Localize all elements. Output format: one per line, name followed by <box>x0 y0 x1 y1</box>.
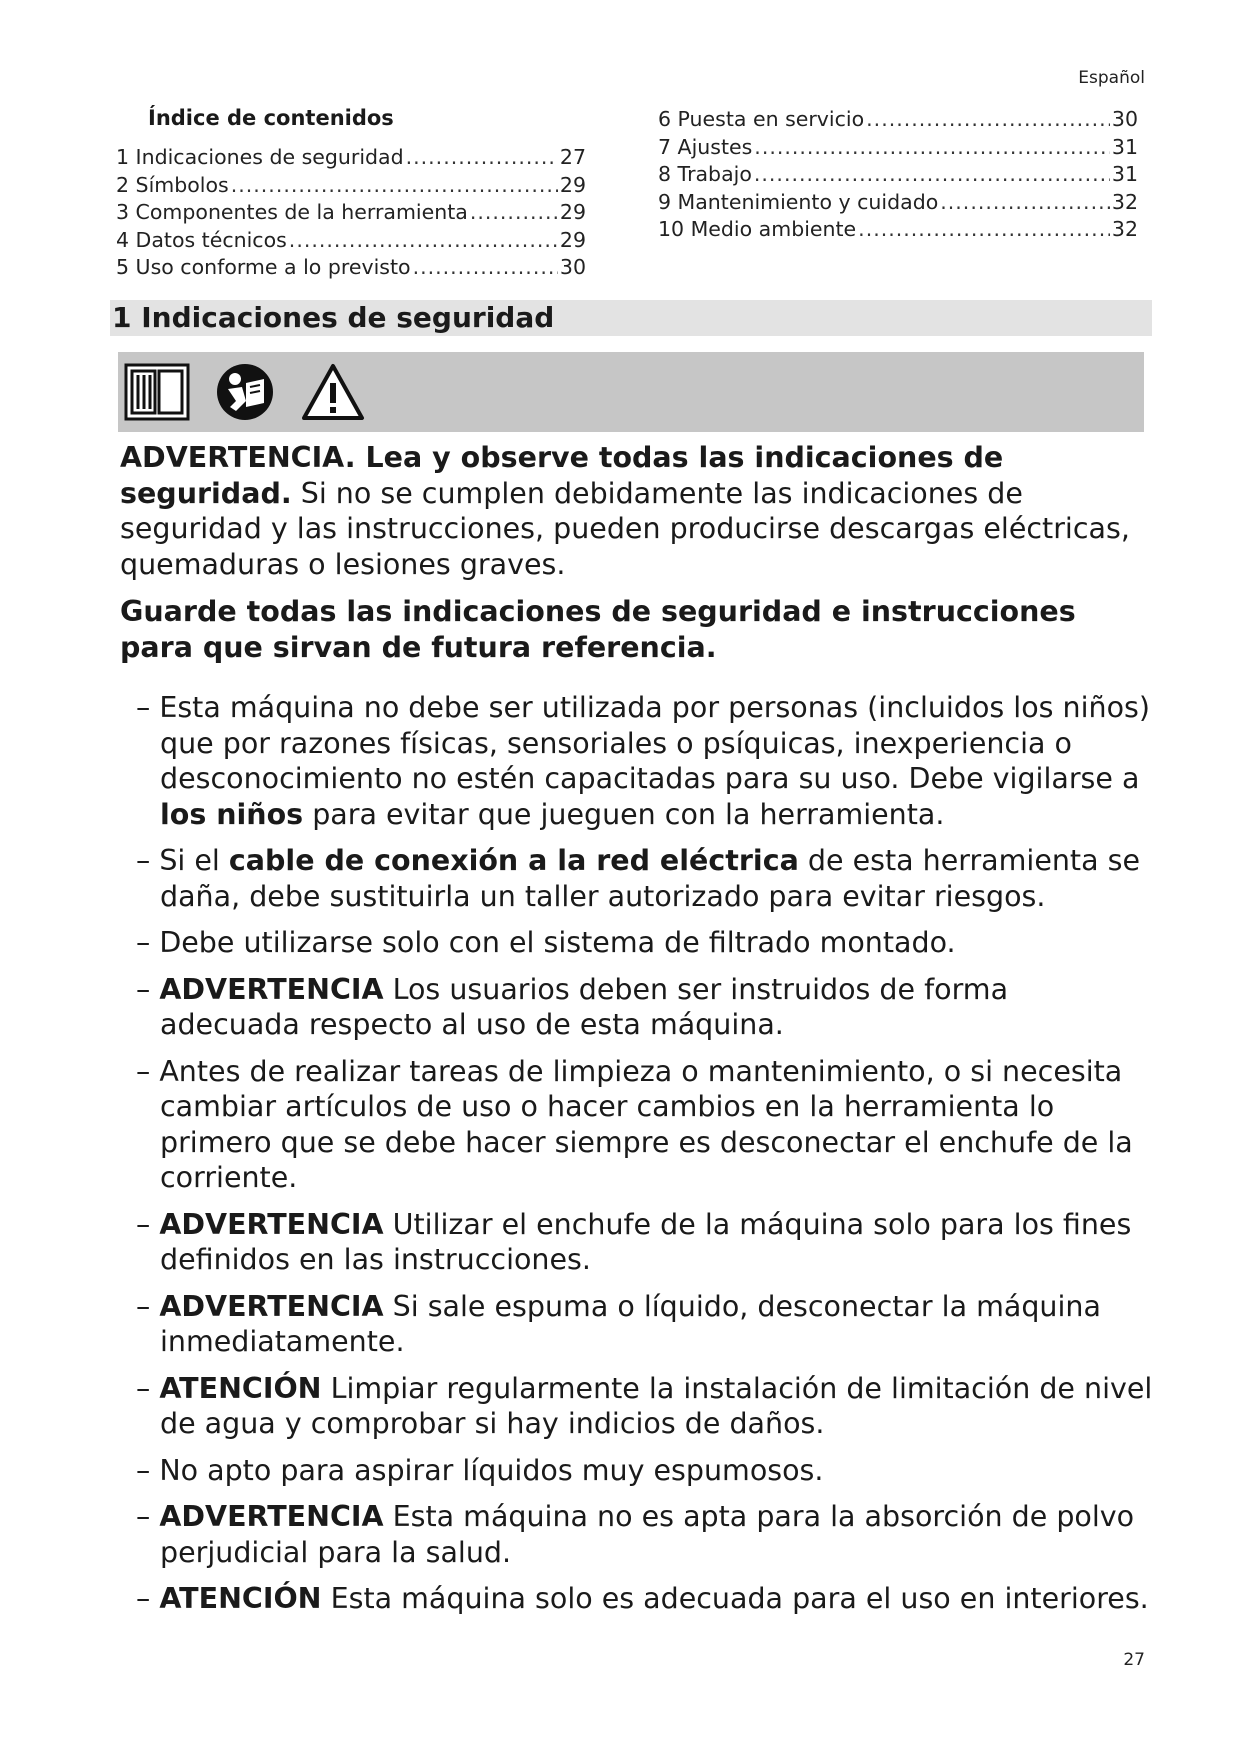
toc-entry-label: 1 Indicaciones de seguridad <box>116 145 404 169</box>
toc-entry <box>658 216 1138 244</box>
list-item-text: Limpiar regularmente la instalación de limitación de nivel de agua y comprobar si hay indicios de daños. <box>160 1371 1153 1440</box>
warning-bold-text: ADVERTENCIA. Lea y observe todas las indicaciones de seguridad. <box>120 441 1004 510</box>
read-instructions-icon <box>212 361 278 423</box>
toc-leader-dots <box>231 172 558 200</box>
warning-triangle-icon <box>300 361 366 423</box>
toc-left-column <box>116 144 586 282</box>
toc-entry-page: 29 <box>559 172 586 197</box>
toc-entry-label: 7 Ajustes <box>658 134 753 159</box>
toc-entry-page: 32 <box>1111 217 1138 241</box>
toc-leader-dots <box>858 216 1110 244</box>
toc-leader-dots <box>413 254 558 282</box>
list-item-bold-text: los niños <box>160 797 304 831</box>
list-item-bold-text: ADVERTENCIA <box>159 1207 384 1241</box>
toc-entry-page: 30 <box>1111 107 1138 131</box>
toc-entry-label: 3 Componentes de la herramienta <box>116 200 468 224</box>
toc-entry <box>658 134 1138 162</box>
toc-entry-label: 8 Trabajo <box>658 162 752 186</box>
safety-list-item <box>116 1453 1156 1489</box>
toc-entry-label: 10 Medio ambiente <box>658 217 857 241</box>
toc-title: Índice de contenidos <box>148 106 394 130</box>
list-item-text: de esta herramienta se daña, debe sustituirla un taller autorizado para evitar riesgos. <box>160 844 1141 913</box>
list-dash: – <box>136 1371 160 1405</box>
toc-leader-dots <box>406 144 558 172</box>
safety-list-item <box>116 1207 1156 1278</box>
toc-leader-dots <box>470 199 558 227</box>
toc-entry-page: 30 <box>559 255 586 279</box>
list-item-text: Si sale espuma o líquido, desconectar la máquina inmediatamente. <box>160 1289 1101 1358</box>
safety-list <box>116 690 1156 1628</box>
toc-entry <box>116 227 586 255</box>
toc-leader-dots <box>940 189 1110 217</box>
list-item-bold-text: cable de conexión a la red eléctrica <box>228 844 799 877</box>
toc-entry-page: 29 <box>559 200 586 224</box>
list-item-bold-text: ADVERTENCIA <box>159 972 384 1006</box>
safety-list-item <box>116 1581 1156 1617</box>
list-dash: – <box>136 1500 160 1533</box>
toc-entry-label: 9 Mantenimiento y cuidado <box>658 189 939 214</box>
toc-leader-dots <box>754 134 1110 162</box>
list-dash: – <box>136 972 160 1006</box>
list-dash: – <box>136 926 160 959</box>
list-item-text: Utilizar el enchufe de la máquina solo para los fines definidos en las instrucciones. <box>160 1207 1132 1276</box>
safety-list-item <box>116 1499 1156 1570</box>
warning-text: Si no se cumplen debidamente las indicaciones de seguridad y las instrucciones, pueden producirse descargas eléctricas, quemaduras o lesiones graves. <box>120 476 1130 581</box>
toc-leader-dots <box>754 161 1110 189</box>
list-item-text: Antes de realizar tareas de limpieza o mantenimiento, o si necesita cambiar artículos de uso o hacer cambios en la herramienta lo primero que se debe hacer siempre es desconectar el enchufe de la corriente. <box>159 1054 1133 1194</box>
safety-list-item <box>116 1371 1156 1442</box>
safety-list-item <box>116 1289 1156 1360</box>
safety-list-item <box>116 1054 1156 1196</box>
toc-leader-dots <box>866 106 1110 134</box>
toc-entry-page: 29 <box>559 227 586 252</box>
list-item-text: Si el <box>159 844 229 877</box>
list-dash: – <box>136 1582 160 1615</box>
toc-entry-page: 31 <box>1111 134 1138 159</box>
list-item-text: Esta máquina no debe ser utilizada por personas (incluidos los niños) que por razones físicas, sensoriales o psíquicas, inexperiencia o desconocimiento no estén capacitadas para su uso. Debe vigilarse a <box>159 691 1150 795</box>
toc-entry <box>116 144 586 172</box>
toc-entry-label: 4 Datos técnicos <box>116 227 287 252</box>
toc-entry-label: 5 Uso conforme a lo previsto <box>116 255 411 279</box>
safety-list-item <box>116 690 1156 832</box>
toc-right-column <box>658 106 1138 244</box>
list-dash: – <box>136 844 160 877</box>
toc-entry <box>658 161 1138 189</box>
list-item-text: Esta máquina solo es adecuada para el uso en interiores. <box>321 1582 1149 1615</box>
list-item-bold-text: ATENCIÓN <box>159 1371 322 1405</box>
list-item-text: No apto para aspirar líquidos muy espumosos. <box>159 1453 824 1487</box>
list-dash: – <box>136 1054 160 1088</box>
toc-entry <box>116 172 586 200</box>
list-item-text: para evitar que jueguen con la herramienta. <box>303 797 945 831</box>
toc-leader-dots <box>289 227 558 255</box>
manual-book-icon <box>124 361 190 423</box>
language-label: Español <box>1078 68 1145 88</box>
toc-entry <box>658 106 1138 134</box>
warning-paragraph <box>120 440 1150 582</box>
toc-entry-page: 31 <box>1111 162 1138 186</box>
page-number: 27 <box>1123 1650 1145 1670</box>
list-item-text: Esta máquina no es apta para la absorción de polvo perjudicial para la salud. <box>160 1500 1135 1569</box>
safety-list-item <box>116 972 1156 1043</box>
list-dash: – <box>136 1207 160 1241</box>
toc-entry-label: 2 Símbolos <box>116 172 229 197</box>
list-item-bold-text: ADVERTENCIA <box>159 1289 384 1323</box>
toc-entry-label: 6 Puesta en servicio <box>658 107 865 131</box>
keep-instructions-paragraph: Guarde todas las indicaciones de seguridad e instrucciones para que sirvan de futura referencia. <box>120 595 1076 664</box>
toc-entry-page: 27 <box>559 145 586 169</box>
toc-entry <box>116 254 586 282</box>
list-item-text: Los usuarios deben ser instruidos de forma adecuada respecto al uso de esta máquina. <box>160 972 1009 1041</box>
list-dash: – <box>136 1289 160 1323</box>
toc-entry-page: 32 <box>1111 189 1138 214</box>
list-item-text: Debe utilizarse solo con el sistema de filtrado montado. <box>159 926 956 959</box>
list-dash: – <box>136 691 160 724</box>
list-dash: – <box>136 1453 160 1487</box>
safety-list-item <box>116 843 1156 914</box>
toc-entry <box>658 189 1138 217</box>
toc-entry <box>116 199 586 227</box>
safety-icons-bar <box>118 352 1144 432</box>
list-item-bold-text: ATENCIÓN <box>159 1582 322 1615</box>
safety-list-item <box>116 925 1156 961</box>
section-heading: 1 Indicaciones de seguridad <box>110 300 1152 336</box>
list-item-bold-text: ADVERTENCIA <box>159 1500 384 1533</box>
